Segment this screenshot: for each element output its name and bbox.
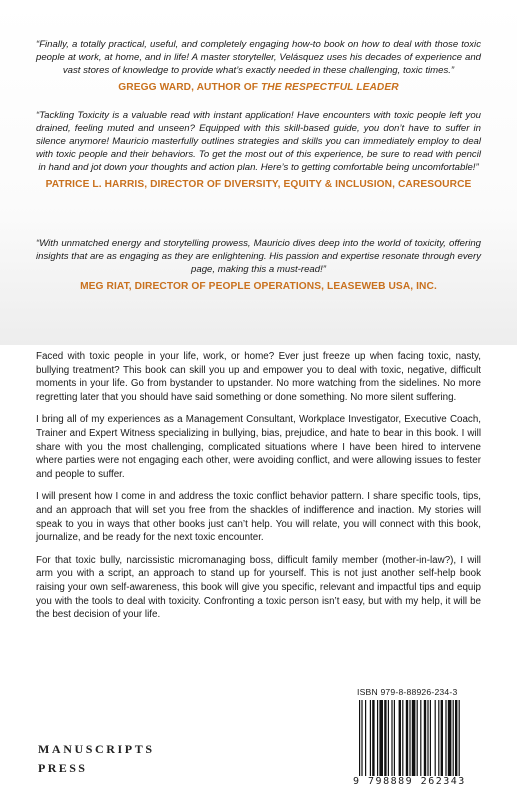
barcode-icon (359, 700, 497, 780)
description-paragraph: I will present how I come in and address the toxic conflict behavior pattern. I share specific tools, tips, and an approach that will set you free from the shackles of indifference and inaction. My stories will speak to you in ways that other books just can’t help. You will relate, you will connect with this book, journalize, and be ready for the next toxic encounter. (36, 491, 481, 544)
description-paragraph: I bring all of my experiences as a Management Consultant, Workplace Investigator, Executive Coach, Trainer and Expert Witness specializing in bullying, bias, prejudice, and hate to bear in this book. I will share with you the most challenging, complicated situations where I have been hired to intervene where parties were not engaging each other, were avoiding conflict, and were allowing issues to fester and people to suffer. (36, 414, 481, 480)
description-paragraph: For that toxic bully, narcissistic micromanaging boss, difficult family member (mother-in-law?), I will arm you with a script, an approach to stand up for yourself. This is not just another self-help book raising your own self-awareness, this book will give you specific, relevant and impactful tips and equip you with the tools to deal with toxicity. Confronting a toxic person isn’t easy, but with my help, it will be the best decision of your life. (36, 554, 481, 621)
barcode-digits: 9 798889 262343 (353, 776, 501, 787)
endorsement-author: MEG RIAT, DIRECTOR OF PEOPLE OPERATIONS, LEASEWEB USA, INC. (80, 281, 437, 292)
description-paragraph: Faced with toxic people in your life, work, or home? Ever just freeze up when facing toxic, nasty, bullying treatment? This book can skill you up and empower you to deal with toxic, negative, difficult moments in your life. Go from bystander to upstander. No more watching from the sidelines. No more regretting later that you should have said something or done something. No more silent suffering. (36, 351, 481, 403)
publisher-logo-line2: PRESS (38, 761, 88, 775)
endorsement-quote: “Tackling Toxicity is a valuable read with instant application! Have encounters with toxic people left you drained, feeling muted and unseen? Equipped with this skill-based guide, you don’t have to suffer in silence anymore! Mauricio masterfully outlines strategies and skills you can immediately employ to deal with toxic people and their behaviors. To get the most out of this experience, be sure to read with pencil in hand and jot down your thoughts and action plan. Here’s to getting comfortable being uncomfortable!” (36, 110, 481, 173)
book-description (36, 350, 481, 631)
endorsement-author: GREGG WARD, AUTHOR OF THE RESPECTFUL LEADER (118, 82, 399, 93)
publisher-logo-line1: MANUSCRIPTS (38, 742, 155, 756)
isbn-label: ISBN 979-8-88926-234-3 (357, 687, 458, 697)
endorsement-1 (36, 38, 481, 94)
endorsement-quote: “With unmatched energy and storytelling prowess, Mauricio dives deep into the world of toxicity, offering insights that are as engaging as they are enlightening. His passion and expertise resonate through every page, making this a must-read!” (36, 238, 481, 275)
endorsement-3 (36, 237, 481, 293)
endorsement-2 (36, 109, 481, 191)
barcode-block (353, 678, 501, 800)
endorsement-quote: “Finally, a totally practical, useful, and completely engaging how-to book on how to deal with those toxic people at work, at home, and in life! A master storyteller, Velásquez uses his decades of experience and vast stores of knowledge to provide what’s exactly needed in these challenging, toxic times.” (36, 39, 481, 76)
endorsement-author: PATRICE L. HARRIS, DIRECTOR OF DIVERSITY, EQUITY & INCLUSION, CARESOURCE (45, 179, 472, 190)
